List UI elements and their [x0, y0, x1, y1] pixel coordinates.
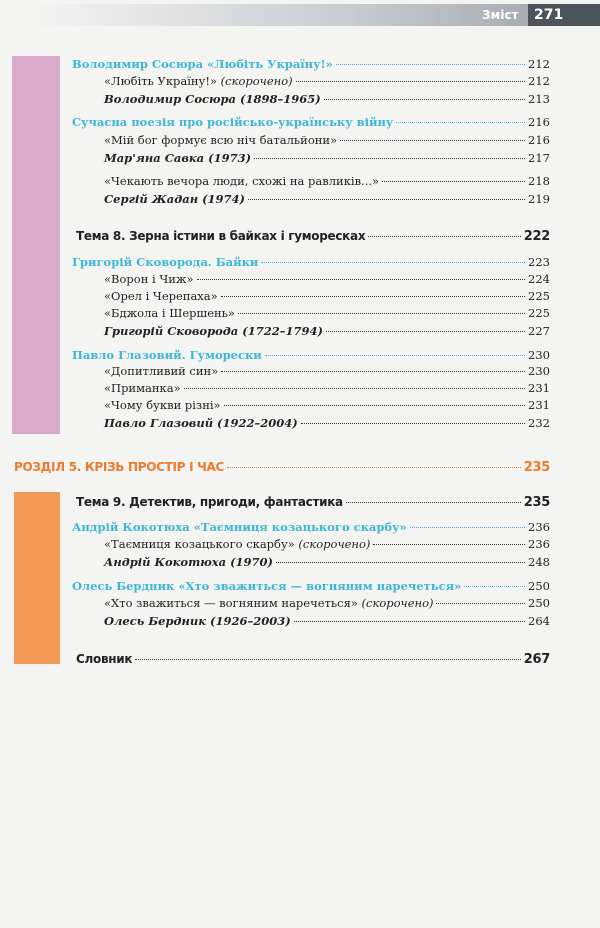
toc-page-number: 218 — [528, 174, 550, 188]
toc-entry-title — [104, 191, 245, 207]
entry-text: Сучасна поезія про російсько-українську війну — [72, 115, 394, 129]
entry-text: Павло Глазовий (1922–2004) — [104, 416, 298, 430]
toc-entry-theme-8 — [76, 228, 550, 245]
leader-dots — [276, 562, 525, 563]
leader-dots — [265, 355, 525, 356]
leader-dots — [326, 331, 525, 332]
toc-entry-title — [104, 132, 337, 148]
toc-entry-title — [72, 56, 333, 72]
toc-entry-title — [104, 554, 273, 570]
entry-text: Андрій Кокотюха (1970) — [104, 555, 273, 569]
toc-entry-kokotiukha-section — [72, 519, 550, 535]
toc-entry-fable-bdzhola — [104, 305, 550, 321]
leader-dots — [294, 621, 525, 622]
leader-dots — [254, 158, 525, 159]
toc-entry-title — [104, 397, 221, 413]
toc-entry-hlazovyi-section — [72, 347, 550, 363]
toc-entry-title — [104, 613, 291, 629]
toc-entry-kokotiukha-novel — [104, 536, 550, 552]
entry-text: РОЗДІЛ 5. КРІЗЬ ПРОСТІР І ЧАС — [14, 460, 225, 474]
entry-text: Володимир Сосюра «Любіть Україну!» — [72, 57, 333, 71]
toc-entry-humor-syn — [104, 363, 550, 379]
leader-dots — [396, 122, 525, 123]
toc-entry-title — [14, 459, 224, 475]
leader-dots — [340, 140, 525, 141]
toc-page-number: 219 — [528, 192, 550, 206]
toc-page-number: 231 — [528, 381, 550, 395]
leader-dots — [221, 296, 525, 297]
leader-dots — [238, 313, 525, 314]
toc-entry-fable-voron — [104, 271, 550, 287]
leader-dots — [184, 388, 525, 389]
toc-entry-hlazovyi-bio — [104, 415, 550, 431]
entry-text: «Хто зважиться — вогняним наречеться» — [104, 596, 358, 610]
page-header — [0, 0, 600, 30]
toc-entry-title — [104, 288, 218, 304]
entry-text: Олесь Бердник (1926–2003) — [104, 614, 291, 628]
leader-dots — [346, 502, 521, 503]
entry-text: Григорій Сковорода (1722–1794) — [104, 324, 323, 338]
entry-text: Володимир Сосюра (1898–1965) — [104, 92, 321, 106]
toc-page-number: 216 — [528, 133, 550, 147]
leader-dots — [224, 405, 525, 406]
entry-note: (скорочено) — [357, 596, 434, 610]
toc-entry-title — [104, 150, 251, 166]
toc-entry-title — [104, 415, 298, 431]
toc-entry-title — [76, 228, 365, 244]
toc-entry-title — [104, 91, 321, 107]
entry-text: Григорій Сковорода. Байки — [72, 255, 259, 269]
leader-dots — [221, 371, 525, 372]
leader-dots — [261, 262, 525, 263]
toc-entry-fable-orel — [104, 288, 550, 304]
toc-entry-title — [104, 173, 379, 189]
toc-page-number: 231 — [528, 398, 550, 412]
leader-dots — [436, 603, 525, 604]
toc-page-number: 232 — [528, 416, 550, 430]
leader-dots — [197, 279, 526, 280]
toc-page-number: 225 — [528, 289, 550, 303]
leader-dots — [296, 81, 525, 82]
toc-entry-title — [104, 595, 433, 611]
entry-text: Андрій Кокотюха «Таємниця козацького скарбу» — [72, 520, 407, 534]
toc-page-number: 236 — [528, 520, 550, 534]
leader-dots — [410, 527, 525, 528]
toc-entry-berdnyk-novel — [104, 595, 550, 611]
entry-text: «Орел і Черепаха» — [104, 289, 218, 303]
section-4-color-band — [12, 56, 60, 434]
toc-entry-title — [72, 254, 258, 270]
entry-text: «Ворон і Чиж» — [104, 272, 194, 286]
leader-dots — [324, 99, 525, 100]
leader-dots — [373, 544, 525, 545]
entry-text: Мар'яна Савка (1973) — [104, 151, 252, 165]
entry-text: Павло Глазовий. Гуморески — [72, 348, 262, 362]
entry-text: «Приманка» — [104, 381, 181, 395]
toc-page-number: 217 — [528, 151, 550, 165]
entry-text: Тема 8. Зерна істини в байках і гуморесках — [76, 229, 366, 243]
toc-entry-title — [104, 536, 370, 552]
leader-dots — [248, 199, 525, 200]
toc-page-number: 225 — [528, 306, 550, 320]
toc-entry-berdnyk-section — [72, 578, 550, 594]
entry-text: Олесь Бердник «Хто зважиться — вогняним наречеться» — [72, 579, 462, 593]
entry-note: (скорочено) — [294, 537, 371, 551]
toc-entry-title — [104, 305, 235, 321]
toc-page-number: 224 — [528, 272, 550, 286]
toc-entry-title — [104, 73, 293, 89]
toc-page-number: 230 — [528, 364, 550, 378]
toc-entry-berdnyk-bio — [104, 613, 550, 629]
toc-entry-humor-bukvy — [104, 397, 550, 413]
section-5-color-band — [14, 492, 60, 664]
toc-entry-title — [104, 323, 323, 339]
toc-page-number: 227 — [528, 324, 550, 338]
toc-entry-humor-prymanka — [104, 380, 550, 396]
toc-page-number: 264 — [528, 614, 550, 628]
toc-page-number: 212 — [528, 74, 550, 88]
leader-dots — [464, 586, 525, 587]
entry-text: «Мій бог формує всю ніч батальйони» — [104, 133, 338, 147]
toc-page-number: 216 — [528, 115, 550, 129]
toc-entry-zhadan-poem — [104, 173, 550, 189]
toc-entry-title — [104, 380, 181, 396]
leader-dots — [135, 659, 521, 660]
toc-entry-zhadan-bio — [104, 191, 550, 207]
leader-dots — [227, 467, 521, 468]
toc-page-number: 235 — [523, 495, 550, 510]
toc-entry-skovoroda-bio — [104, 323, 550, 339]
toc-entry-savka-poem — [104, 132, 550, 148]
entry-text: «Допитливий син» — [104, 364, 219, 378]
entry-text: «Бджола і Шершень» — [104, 306, 235, 320]
entry-text: «Любіть Україну!» — [104, 74, 218, 88]
toc-page-number: 212 — [528, 57, 550, 71]
leader-dots — [336, 64, 525, 65]
entry-text: «Таємниця козацького скарбу» — [104, 537, 295, 551]
toc-page-number: 248 — [528, 555, 550, 569]
toc-entry-title — [72, 519, 407, 535]
toc-entry-skovoroda-section — [72, 254, 550, 270]
toc-entry-glossary — [76, 651, 550, 668]
leader-dots — [368, 236, 520, 237]
toc-entry-sosiura-bio — [104, 91, 550, 107]
entry-note: (скорочено) — [217, 74, 293, 88]
header-title: Зміст — [482, 8, 519, 22]
toc-entry-sosiura-section — [72, 56, 550, 72]
toc-page-number: 213 — [528, 92, 550, 106]
toc-entry-title — [76, 494, 343, 510]
toc-page-number: 222 — [523, 229, 550, 244]
toc-entry-kokotiukha-bio — [104, 554, 550, 570]
toc-entry-title — [104, 363, 218, 379]
entry-text: Словник — [76, 652, 133, 666]
toc-page-number: 250 — [528, 596, 550, 610]
toc-entry-war-poetry-section — [72, 114, 550, 130]
toc-entry-sosiura-poem — [104, 73, 550, 89]
toc-entry-section-5 — [14, 459, 550, 476]
toc-entry-title — [76, 651, 132, 667]
toc-entry-savka-bio — [104, 150, 550, 166]
toc-entry-title — [104, 271, 194, 287]
toc-entry-theme-9 — [76, 494, 550, 511]
toc-entry-title — [72, 347, 262, 363]
entry-text: Тема 9. Детектив, пригоди, фантастика — [76, 495, 343, 509]
entry-text: «Чому букви різні» — [104, 398, 221, 412]
page-number: 271 — [528, 4, 600, 26]
toc-entry-title — [72, 578, 461, 594]
leader-dots — [382, 181, 525, 182]
entry-text: Сергій Жадан (1974) — [104, 192, 245, 206]
toc-entry-title — [72, 114, 393, 130]
toc-page-number: 250 — [528, 579, 550, 593]
toc-page-number: 235 — [523, 460, 550, 475]
toc-page-number: 267 — [523, 652, 550, 667]
toc-page-number: 230 — [528, 348, 550, 362]
leader-dots — [301, 423, 525, 424]
toc-page-number: 236 — [528, 537, 550, 551]
entry-text: «Чекають вечора люди, схожі на равликів...» — [104, 174, 380, 188]
toc-page-number: 223 — [528, 255, 550, 269]
